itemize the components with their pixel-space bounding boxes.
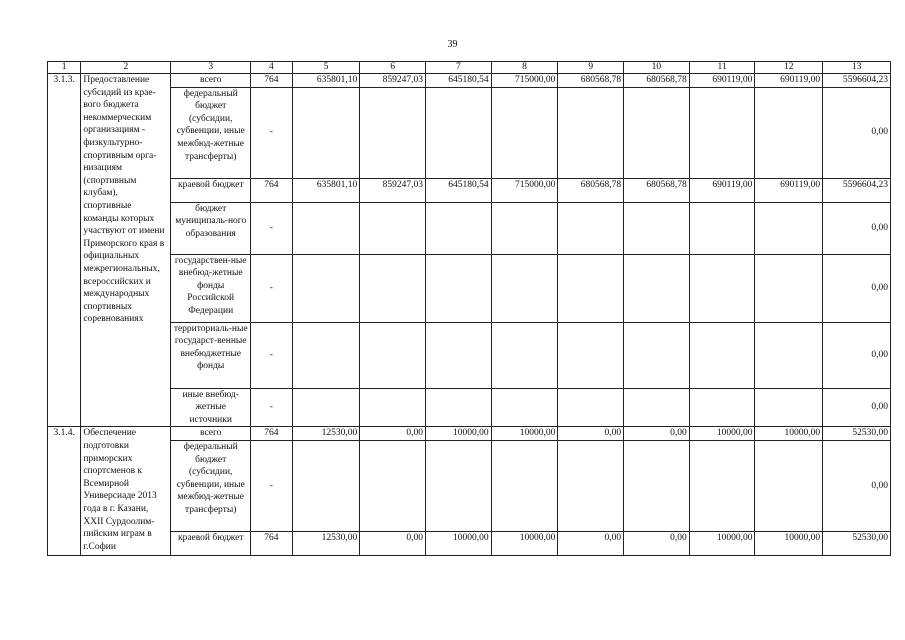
amount-cell	[491, 87, 558, 178]
amount-cell	[624, 322, 690, 388]
amount-cell: 859247,03	[360, 74, 426, 88]
amount-cell	[491, 440, 558, 531]
table-row	[48, 322, 891, 388]
table-row	[48, 388, 891, 427]
amount-cell	[360, 202, 426, 254]
amount-cell	[558, 202, 624, 254]
amount-cell: 12530,00	[292, 427, 360, 441]
amount-cell: 10000,00	[755, 531, 823, 555]
amount-cell: 690119,00	[689, 178, 755, 202]
amount-cell	[689, 254, 755, 322]
total-cell: 52530,00	[823, 531, 891, 555]
code-cell: -	[251, 440, 292, 531]
amount-cell: 690119,00	[755, 178, 823, 202]
activity-name: Предоставление субсидий из крае-вого бюджета некоммерческим организациям - физкультурно-спортивным орга-низациям (спортивным клубам), спортивные команды которых участвуют от имени Приморского края в официальных межрегиональных, всероссийских и международных спортивных соревнованиях	[81, 74, 171, 427]
amount-cell: 715000,00	[491, 74, 558, 88]
table-row	[48, 440, 891, 531]
funding-source: краевой бюджет	[171, 531, 251, 555]
amount-cell: 10000,00	[491, 427, 558, 441]
total-cell: 0,00	[823, 254, 891, 322]
amount-cell	[558, 322, 624, 388]
total-cell: 52530,00	[823, 427, 891, 441]
code-cell: -	[251, 254, 292, 322]
header-row	[48, 62, 891, 74]
column-header: 12	[755, 62, 823, 74]
amount-cell	[755, 440, 823, 531]
total-cell: 0,00	[823, 388, 891, 427]
column-header: 8	[491, 62, 558, 74]
code-cell: 764	[251, 74, 292, 88]
amount-cell: 680568,78	[558, 178, 624, 202]
amount-cell	[360, 440, 426, 531]
table-row	[48, 427, 891, 441]
table-row	[48, 202, 891, 254]
amount-cell	[292, 202, 360, 254]
amount-cell: 680568,78	[624, 178, 690, 202]
funding-source: бюджет муниципаль-ного образования	[171, 202, 251, 254]
column-header: 7	[425, 62, 491, 74]
column-header: 4	[251, 62, 292, 74]
amount-cell: 0,00	[360, 427, 426, 441]
amount-cell: 0,00	[558, 531, 624, 555]
budget-table	[47, 61, 891, 556]
amount-cell	[425, 322, 491, 388]
amount-cell: 715000,00	[491, 178, 558, 202]
amount-cell	[292, 87, 360, 178]
column-header: 3	[171, 62, 251, 74]
amount-cell: 690119,00	[689, 74, 755, 88]
row-code: 3.1.3.	[48, 74, 81, 427]
column-header: 13	[823, 62, 891, 74]
column-header: 9	[558, 62, 624, 74]
amount-cell	[689, 440, 755, 531]
amount-cell	[491, 202, 558, 254]
amount-cell	[292, 322, 360, 388]
funding-source: всего	[171, 427, 251, 441]
amount-cell: 10000,00	[425, 427, 491, 441]
column-header: 1	[48, 62, 81, 74]
amount-cell: 635801,10	[292, 178, 360, 202]
code-cell: 764	[251, 531, 292, 555]
total-cell: 5596604,23	[823, 178, 891, 202]
amount-cell	[292, 388, 360, 427]
column-header: 2	[81, 62, 171, 74]
amount-cell: 10000,00	[689, 531, 755, 555]
amount-cell	[624, 440, 690, 531]
table-row	[48, 87, 891, 178]
amount-cell	[425, 388, 491, 427]
amount-cell	[755, 322, 823, 388]
column-header: 10	[624, 62, 690, 74]
amount-cell	[689, 388, 755, 427]
amount-cell: 10000,00	[491, 531, 558, 555]
amount-cell: 0,00	[360, 531, 426, 555]
funding-source: федеральный бюджет (субсидии, субвенции, иные межбюд-жетные трансферты)	[171, 87, 251, 178]
total-cell: 0,00	[823, 202, 891, 254]
amount-cell	[292, 254, 360, 322]
total-cell: 0,00	[823, 440, 891, 531]
amount-cell	[491, 322, 558, 388]
total-cell: 5596604,23	[823, 74, 891, 88]
amount-cell	[360, 388, 426, 427]
amount-cell	[689, 202, 755, 254]
amount-cell: 0,00	[624, 427, 690, 441]
amount-cell	[425, 202, 491, 254]
amount-cell	[425, 254, 491, 322]
amount-cell	[425, 440, 491, 531]
activity-name: Обеспечение подготовки приморских спортсменов к Всемирной Универсиаде 2013 года в г. Казани, XXII Сурдоолим-пийским играм в г.Софии	[81, 427, 171, 556]
column-header: 11	[689, 62, 755, 74]
code-cell: 764	[251, 427, 292, 441]
amount-cell: 645180,54	[425, 178, 491, 202]
table-row	[48, 178, 891, 202]
amount-cell	[755, 254, 823, 322]
amount-cell: 0,00	[558, 427, 624, 441]
amount-cell: 645180,54	[425, 74, 491, 88]
amount-cell	[755, 202, 823, 254]
funding-source: краевой бюджет	[171, 178, 251, 202]
column-header: 6	[360, 62, 426, 74]
amount-cell	[425, 87, 491, 178]
code-cell: 764	[251, 178, 292, 202]
amount-cell	[624, 388, 690, 427]
amount-cell	[360, 322, 426, 388]
amount-cell	[360, 87, 426, 178]
amount-cell	[755, 388, 823, 427]
row-code: 3.1.4.	[48, 427, 81, 556]
column-header: 5	[292, 62, 360, 74]
code-cell: -	[251, 322, 292, 388]
code-cell: -	[251, 202, 292, 254]
amount-cell	[558, 388, 624, 427]
amount-cell	[689, 87, 755, 178]
funding-source: федеральный бюджет (субсидии, субвенции, иные межбюд-жетные трансферты)	[171, 440, 251, 531]
amount-cell: 859247,03	[360, 178, 426, 202]
amount-cell: 680568,78	[558, 74, 624, 88]
funding-source: государствен-ные внебюд-жетные фонды Российской Федерации	[171, 254, 251, 322]
amount-cell: 680568,78	[624, 74, 690, 88]
total-cell: 0,00	[823, 87, 891, 178]
amount-cell	[360, 254, 426, 322]
amount-cell: 690119,00	[755, 74, 823, 88]
amount-cell	[624, 87, 690, 178]
code-cell: -	[251, 388, 292, 427]
total-cell: 0,00	[823, 322, 891, 388]
table-row	[48, 74, 891, 88]
table-row	[48, 531, 891, 555]
code-cell: -	[251, 87, 292, 178]
amount-cell	[558, 254, 624, 322]
amount-cell: 10000,00	[425, 531, 491, 555]
amount-cell: 0,00	[624, 531, 690, 555]
funding-source: территориаль-ные государст-венные внебюджетные фонды	[171, 322, 251, 388]
amount-cell: 10000,00	[755, 427, 823, 441]
amount-cell	[689, 322, 755, 388]
amount-cell	[292, 440, 360, 531]
amount-cell	[558, 87, 624, 178]
funding-source: всего	[171, 74, 251, 88]
funding-source: иные внебюд-жетные источники	[171, 388, 251, 427]
amount-cell: 12530,00	[292, 531, 360, 555]
amount-cell	[491, 254, 558, 322]
amount-cell	[491, 388, 558, 427]
amount-cell	[624, 254, 690, 322]
table-row	[48, 254, 891, 322]
amount-cell: 635801,10	[292, 74, 360, 88]
amount-cell	[624, 202, 690, 254]
page-number: 39	[447, 39, 458, 50]
amount-cell: 10000,00	[689, 427, 755, 441]
amount-cell	[755, 87, 823, 178]
amount-cell	[558, 440, 624, 531]
